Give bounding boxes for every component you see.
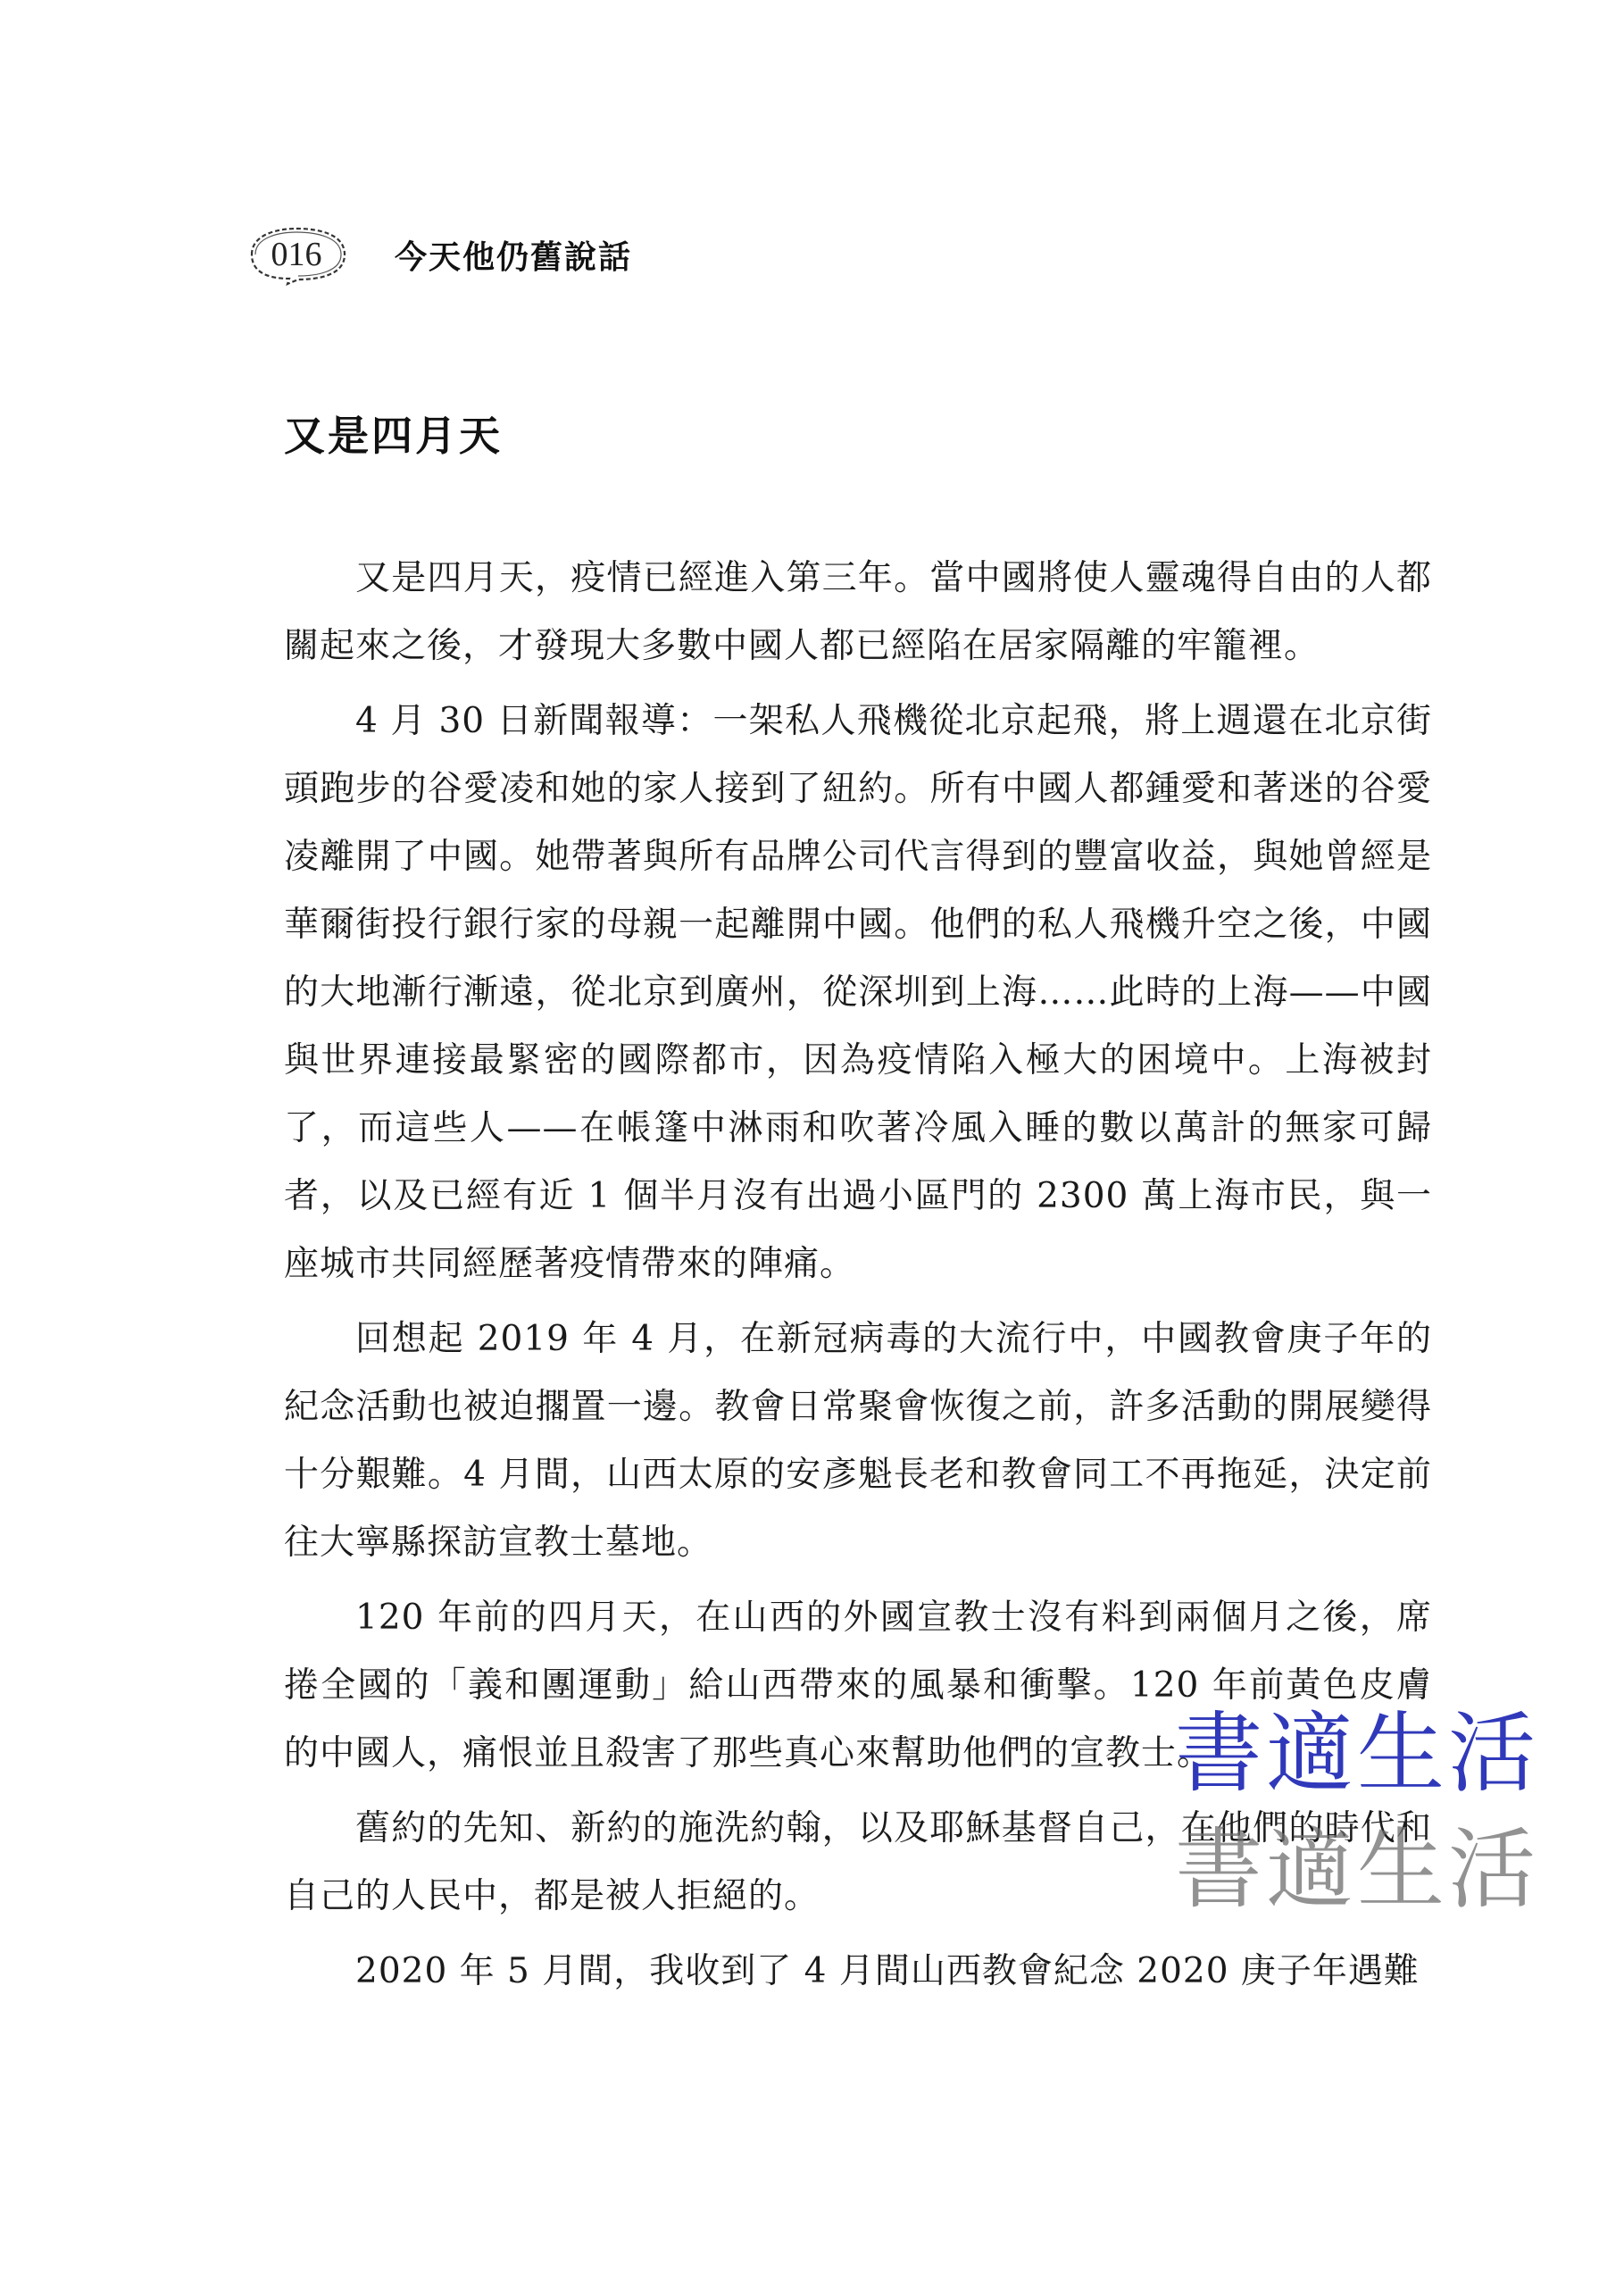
paragraph: 4 月 30 日新聞報導：一架私人飛機從北京起飛，將上週還在北京街頭跑步的谷愛凌和她的家人接到了紐約。所有中國人都鍾愛和著迷的谷愛凌離開了中國。她帶著與所有品牌公司代言得到的豐富收益，與她曾經是華爾街投行銀行家的母親一起離開中國。他們的私人飛機升空之後，中國的大地漸行漸遠，從北京到廣州，從深圳到上海……此時的上海——中國與世界連接最緊密的國際都市，因為疫情陷入極大的困境中。上海被封了，而這些人——在帳篷中淋雨和吹著冷風入睡的數以萬計的無家可歸者，以及已經有近 1 個半月沒有出過小區門的 2300 萬上海市民，與一座城市共同經歷著疫情帶來的陣痛。 — [284, 701, 1432, 1284]
paragraph: 舊約的先知、新約的施洗約翰，以及耶穌基督自己，在他們的時代和自己的人民中，都是被人拒絕的。 — [284, 1808, 1432, 1916]
paragraph: 120 年前的四月天，在山西的外國宣教士沒有料到兩個月之後，席捲全國的「義和團運動」給山西帶來的風暴和衝擊。120 年前黃色皮膚的中國人，痛恨並且殺害了那些真心來幫助他們的宣教士。 — [284, 1598, 1432, 1773]
paragraph: 2020 年 5 月間，我收到了 4 月間山西教會紀念 2020 庚子年遇難 — [355, 1951, 1420, 1991]
chapter-title: 又是四月天 — [284, 412, 503, 460]
watermark-primary: 書適生活 — [1174, 1703, 1539, 1805]
paragraph: 回想起 2019 年 4 月，在新冠病毒的大流行中，中國教會庚子年的紀念活動也被迫擱置一邊。教會日常聚會恢復之前，許多活動的開展變得十分艱難。4 月間，山西太原的安彥魁長老和教會同工不再拖延，決定前往大寧縣探訪宣教士墓地。 — [284, 1319, 1432, 1563]
running-header — [234, 223, 632, 286]
page-number-badge — [234, 223, 359, 286]
book-title: 今天他仍舊說話 — [395, 238, 633, 276]
page-number: 016 — [271, 236, 322, 273]
paragraph: 又是四月天，疫情已經進入第三年。當中國將使人靈魂得自由的人都關起來之後，才發現大多數中國人都已經陷在居家隔離的牢籠裡。 — [284, 558, 1432, 666]
watermark-secondary: 書適生活 — [1174, 1819, 1539, 1921]
